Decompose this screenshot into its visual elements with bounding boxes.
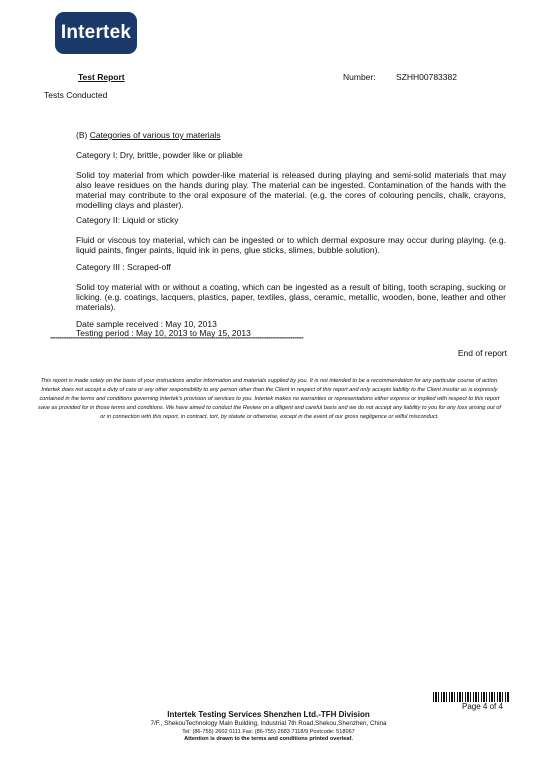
disclaimer-text: This report is made solely on the basis of your instructions and/or information and materials supplied by you. It is not intended to be a recommendation for any particular course of action. Intertek does not accept a duty of care or any other responsibility to any person other than the Client in respect of this report and only accepts liability to the Client insofar as is expressly contained in the terms and conditions governing Intertek's provision of services to you. Intertek makes no warranties or representations either express or implied with respect to this report save as provided for in those terms and conditions. We have aimed to conduct the Review on a diligent and careful basis and we do not accept any liability to you for any loss arising out of or in connection with this report, in contract, tort, by statute or otherwise, except in the event of our gross negligence or wilful misconduct. [38,378,501,420]
intertek-logo [55,12,137,54]
section-title: Tests Conducted [44,90,108,100]
barcode-image [433,692,509,702]
end-of-report: End of report [457,348,507,358]
separator-line: ****************************************************************************************************************************************** [50,337,304,343]
page-number: Page 4 of 4 [462,702,503,711]
category-1-text: Solid toy material from which powder-like material is released during playing and semi-solid materials that may also leave residues on the hands during play. The material can be ingested. Contamination of the hands with the material may contribute to the oral exposure of the material. (e.g. the cores of colouring pencils, chalk, crayons, modelling clays and plaster). [76,170,506,210]
footer-address: 7/F., ShekouTechnology Main Building, Industrial 7th Road,Shekou,Shenzhen, China [150,720,387,727]
report-number-value: SZHH00783382 [396,72,457,82]
footer-contact: Tel: (86-755) 2602 0111 Fax: (86-755) 2683 7118/9 Postcode: 518067 [182,729,355,735]
report-number-label: Number: [343,72,376,82]
report-title: Test Report [78,72,125,82]
category-2-text: Fluid or viscous toy material, which can be ingested or to which dermal exposure may occur during playing. (e.g. liquid paints, finger paints, liquid ink in pens, glue sticks, slimes, bubble solution). [76,235,506,255]
footer-company: Intertek Testing Services Shenzhen Ltd.-TFH Division [167,710,370,719]
date-received: Date sample received : May 10, 2013 [76,319,217,329]
testing-period: Testing period : May 10, 2013 to May 15, 2013 [76,328,251,338]
category-3-text: Solid toy material with or without a coating, which can be ingested as a result of biting, tooth scraping, sucking or licking. (e.g. coatings, lacquers, plastics, paper, textiles, glass, ceramic, metallic, wooden, bone, leather and other materials). [76,282,506,312]
footer-attention: Attention is drawn to the terms and conditions printed overleaf. [184,736,353,742]
logo-text: Intertek [60,22,132,43]
category-2-title: Category II: Liquid or sticky [76,215,179,225]
heading-text: Categories of various toy materials [89,130,221,140]
heading-prefix: (B) [76,130,90,140]
category-3-title: Category III : Scraped-off [76,262,171,272]
category-1-title: Category I: Dry, brittle, powder like or pliable [76,150,243,160]
categories-heading [76,130,506,140]
